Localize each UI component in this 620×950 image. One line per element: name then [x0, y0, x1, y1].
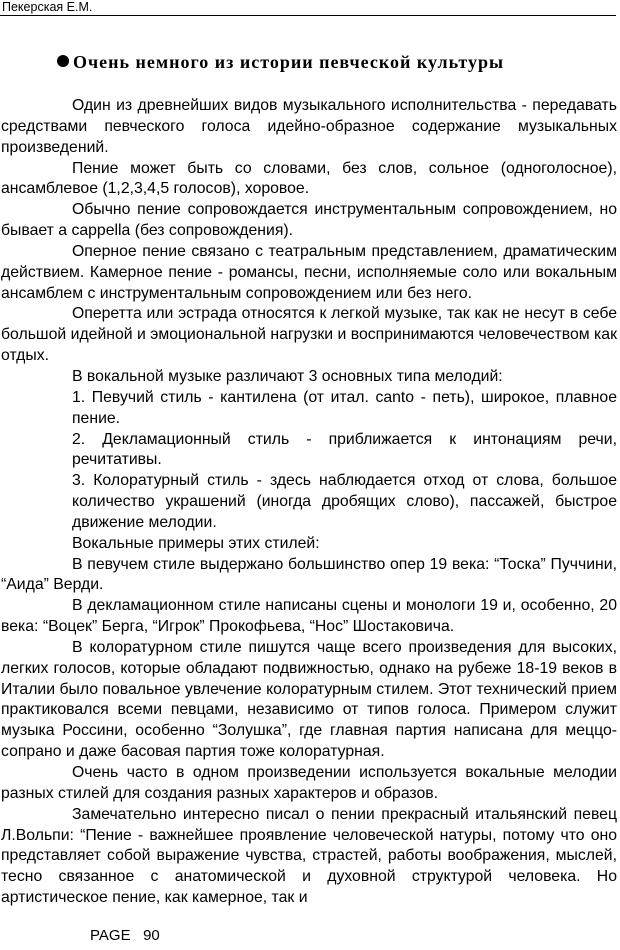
- bullet-icon: [57, 55, 69, 67]
- page-number: 90: [143, 927, 160, 944]
- section-title: [57, 52, 597, 73]
- list-item: 1. Певучий стиль - кантилена (от итал. canto - петь), широкое, плавное пение.: [72, 388, 617, 427]
- paragraph: Оперное пение связано с театральным представлением, драматическим действием. Камерное пение - романсы, песни, исполняемые соло или вокальным ансамблем с инструментальным сопровождением или без него.: [1, 242, 617, 302]
- header-rule: [0, 15, 616, 16]
- paragraph: В колоратурном стиле пишутся чаще всего произведения для высоких, легких голосов, которые обладают подвижностью, однако на рубеже 18-19 веков в Италии было повальное увлечение колоратурным стилем. Этот технический прием практиковался всеми певцами, независимо от типов голоса. Примером служит музыка Россини, особенно “Золушка”, где главная партия написана для меццо-сопрано и даже басовая партия тоже колоратурная.: [1, 638, 617, 761]
- body-text: [1, 96, 617, 909]
- paragraph: В певучем стиле выдержано большинство опер 19 века: “Тоска” Пуччини, “Аида” Верди.: [1, 555, 617, 594]
- paragraph: В вокальной музыке различают 3 основных типа мелодий:: [72, 367, 503, 385]
- list-item: 3. Колоратурный стиль - здесь наблюдается отход от слова, большое количество украшений (иногда дробящих слово), пассажей, быстрое движение мелодии.: [72, 472, 617, 531]
- page-footer: [90, 927, 160, 945]
- paragraph: Очень часто в одном произведении используется вокальные мелодии разных стилей для создания разных характеров и образов.: [1, 764, 617, 802]
- paragraph: Пение может быть со словами, без слов, сольное (одноголосное), ансамблевое (1,2,3,4,5 голосов), хоровое.: [1, 159, 617, 198]
- paragraph: В декламационном стиле написаны сцены и монологи 19 и, особенно, 20 века: “Воцек” Берга, “Игрок” Прокофьева, “Нос” Шостаковича.: [1, 597, 617, 636]
- page-label: PAGE: [90, 927, 131, 944]
- list-item: 2. Декламационный стиль - приближается к интонациям речи, речитативы.: [72, 430, 617, 469]
- list-item: Вокальные примеры этих стилей:: [72, 534, 320, 552]
- paragraph: Обычно пение сопровождается инструментальным сопровождением, но бывает а cappella (без сопровождения).: [1, 201, 617, 240]
- paragraph: Один из древнейших видов музыкального исполнительства - передавать средствами певческого голоса идейно-образное содержание музыкальных произведений.: [1, 97, 617, 156]
- paragraph: Оперетта или эстрада относятся к легкой музыке, так как не несут в себе большой идейной и эмоциональной нагрузки и воспринимаются человечеством как отдых.: [1, 305, 617, 365]
- running-header: Пекерская Е.М.: [2, 0, 93, 14]
- paragraph: Замечательно интересно писал о пении прекрасный итальянский певец Л.Вольпи: “Пение - важнейшее проявление человеческой натуры, потому что оно представляет собой выражение чувства, страстей, работы воображения, мыслей, тесно связанное с анатомической и духовной структурой человека. Но артистическое пение, как камерное, так и: [1, 805, 617, 907]
- section-title-text: Очень немного из истории певческой культуры: [73, 52, 505, 72]
